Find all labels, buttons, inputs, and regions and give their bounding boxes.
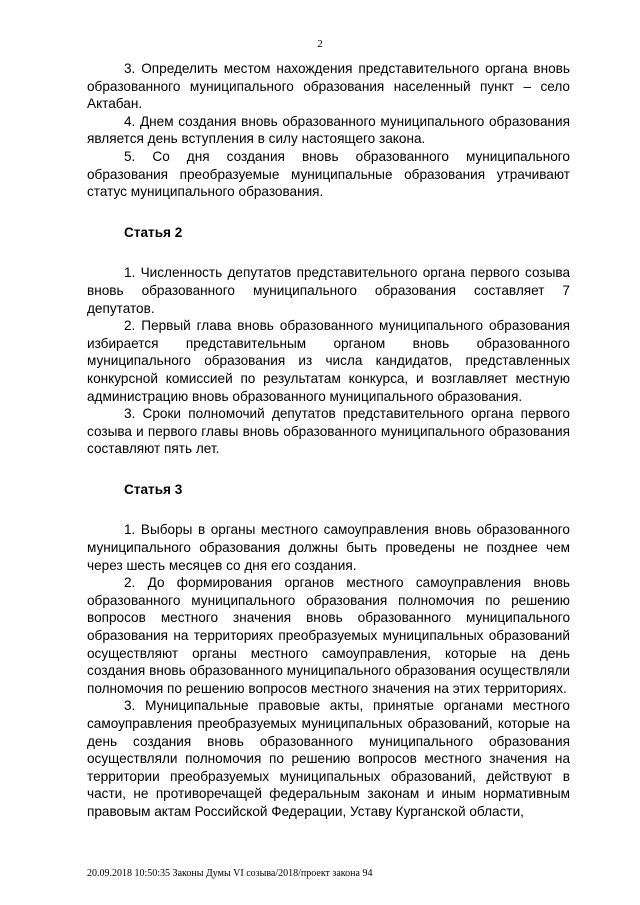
article2-paragraph-1: 1. Численность депутатов представительного органа первого созыва вновь образованного муниципального образования составляет 7 депутатов. [87,265,570,316]
document-body [87,60,570,821]
article2-paragraph-3: 3. Сроки полномочий депутатов представительного органа первого созыва и первого главы вновь образованного муниципального образования составляют пять лет. [87,406,570,457]
article2-paragraph-2: 2. Первый глава вновь образованного муниципального образования избирается представительным органом вновь образованного муниципального образования из числа кандидатов, представленных конкурсной комиссией по результатам конкурса, и возглавляет местную администрацию вновь образованного муниципального образования. [87,318,570,404]
article3-paragraph-2: 2. До формирования органов местного самоуправления вновь образованного муниципального образования полномочия по решению вопросов местного значения вновь образованного муниципального образования на территориях преобразуемых муниципальных образований осуществляют органы местного самоуправления, которые на день создания вновь образованного муниципального образования осуществляли полномочия по решению вопросов местного значения на этих территориях. [87,575,570,696]
article3-paragraph-1: 1. Выборы в органы местного самоуправления вновь образованного муниципального образования должны быть проведены не позднее чем через шесть месяцев со дня его создания. [87,522,570,573]
article3-paragraph-3: 3. Муниципальные правовые акты, принятые органами местного самоуправления преобразуемых муниципальных образований, которые на день создания вновь образованного муниципального образования осуществляли полномочия по решению вопросов местного значения на территории преобразуемых муниципальных образований, действуют в части, не противоречащей федеральным законам и иным нормативным правовым актам Российской Федерации, Уставу Курганской области, [87,698,570,819]
article1-paragraph-5: 5. Со дня создания вновь образованного муниципального образования преобразуемые муниципальные образования утрачивают статус муниципального образования. [87,148,570,200]
page-number: 2 [317,38,323,50]
article3-heading: Статья 3 [124,481,183,497]
document-footer: 20.09.2018 10:50:35 Законы Думы VI созыва/2018/проект закона 94 [87,868,373,879]
article1-paragraph-3: 3. Определить местом нахождения представительного органа вновь образованного муниципального образования населенный пункт – село Актабан. [87,61,570,112]
article1-paragraph-4: 4. Днем создания вновь образованного муниципального образования является день вступления в силу настоящего закона. [87,113,570,147]
article2-heading: Статья 2 [124,224,183,240]
